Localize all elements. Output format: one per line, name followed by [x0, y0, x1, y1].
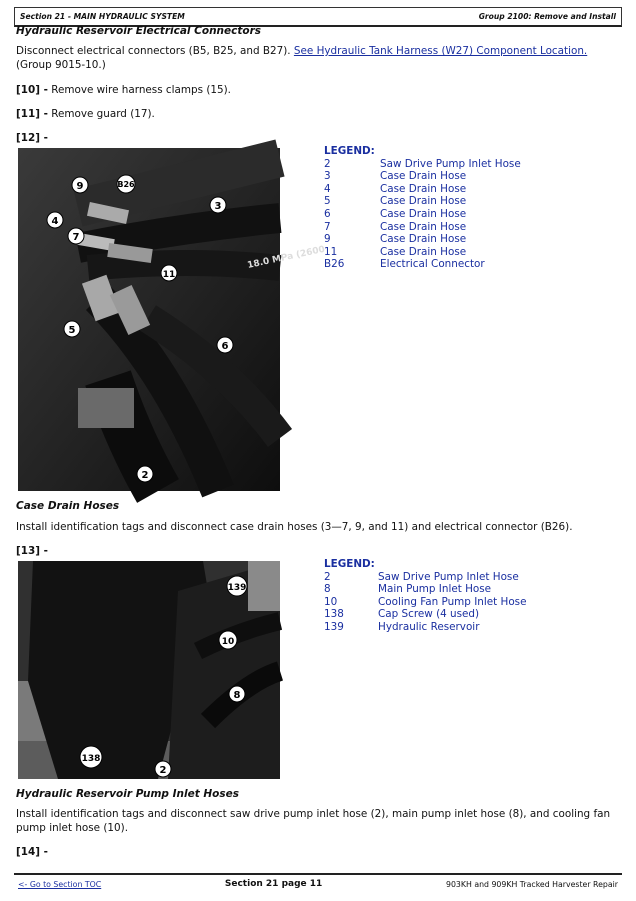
callout-139 [227, 576, 247, 596]
legend-item [324, 233, 521, 246]
step-10-text: Remove wire harness clamps (15). [47, 84, 231, 96]
legend-item-label: Saw Drive Pump Inlet Hose [378, 570, 519, 583]
callout-3 [210, 197, 226, 213]
legend-item-number: 10 [324, 595, 338, 608]
legend-item-number: B26 [324, 258, 345, 271]
harness-location-link[interactable]: See Hydraulic Tank Harness (W27) Component Location. [293, 45, 588, 57]
callout-b26 [117, 175, 135, 193]
header-section: Section 21 - MAIN HYDRAULIC SYSTEM [20, 12, 185, 21]
legend-item-number: 5 [324, 195, 331, 208]
legend-item-label: Cap Screw (4 used) [378, 608, 480, 621]
step-13 [16, 544, 614, 558]
legend-item-number: 2 [324, 570, 331, 583]
svg-text:10: 10 [221, 637, 235, 647]
legend-heading: LEGEND: [324, 145, 375, 157]
legend-item-label: Cooling Fan Pump Inlet Hose [378, 595, 527, 608]
section-title-pump-inlet: Hydraulic Reservoir Pump Inlet Hoses [16, 788, 239, 800]
legend-item [324, 208, 521, 221]
legend-item [324, 571, 526, 584]
legend-item-number: 8 [324, 583, 331, 596]
instruction-text-end: (Group 9015-10.) [16, 59, 106, 71]
section-title-electrical: Hydraulic Reservoir Electrical Connectors [16, 25, 262, 37]
svg-text:8: 8 [233, 690, 241, 701]
step-14 [16, 845, 614, 859]
svg-text:139: 139 [227, 583, 247, 593]
callout-6 [217, 337, 233, 353]
legend-item-label: Case Drain Hose [380, 207, 467, 220]
legend-item [324, 608, 526, 621]
step-10-number: [10] - [16, 84, 48, 96]
legend-heading-2: LEGEND: [324, 558, 375, 570]
legend-item [324, 596, 526, 609]
step-10 [16, 83, 614, 97]
legend-item [324, 195, 521, 208]
legend-item-label: Saw Drive Pump Inlet Hose [380, 157, 521, 170]
page-footer [14, 873, 622, 893]
legend-item-label: Case Drain Hose [380, 220, 467, 233]
callout-138 [80, 746, 102, 768]
legend-item-label: Hydraulic Reservoir [378, 620, 480, 633]
step-12-number: [12] - [16, 132, 48, 144]
legend-item-label: Case Drain Hose [380, 182, 467, 195]
callout-4 [47, 212, 63, 228]
legend-item-label: Case Drain Hose [380, 233, 467, 246]
section-toc-link[interactable]: <- Go to Section TOC [18, 879, 102, 889]
svg-text:B26: B26 [117, 180, 135, 189]
svg-text:3: 3 [214, 201, 222, 212]
legend-item-label: Main Pump Inlet Hose [378, 583, 492, 596]
svg-text:11: 11 [162, 270, 176, 280]
legend-item-label: Case Drain Hose [380, 195, 467, 208]
legend-item [324, 170, 521, 183]
step-13-number: [13] - [16, 545, 48, 557]
svg-text:2: 2 [141, 470, 149, 481]
svg-text:6: 6 [221, 341, 229, 352]
page-header [14, 7, 622, 27]
svg-text:5: 5 [68, 325, 76, 336]
svg-text:9: 9 [76, 181, 84, 192]
step-11-text: Remove guard (17). [47, 108, 155, 120]
legend-item-number: 6 [324, 207, 331, 220]
legend-case-drain [324, 145, 521, 271]
pump-inlet-hoses-photo [18, 561, 280, 779]
legend-item-number: 9 [324, 233, 331, 246]
step-11-number: [11] - [16, 108, 48, 120]
hose-print: 18.0 MPa (2600 [246, 244, 326, 271]
header-group: Group 2100: Remove and Install [478, 12, 616, 21]
svg-text:7: 7 [72, 232, 80, 243]
svg-text:138: 138 [81, 754, 101, 764]
section-title-case-drain: Case Drain Hoses [16, 500, 120, 512]
step-14-number: [14] - [16, 846, 48, 858]
legend-item-number: 7 [324, 220, 331, 233]
legend-item [324, 221, 521, 234]
electrical-instruction [16, 44, 614, 72]
callout-10 [219, 631, 237, 649]
legend-item-number: 139 [324, 620, 344, 633]
step-11 [16, 107, 614, 121]
svg-text:2: 2 [159, 765, 167, 776]
legend-item-number: 11 [324, 245, 338, 258]
pump-inlet-instruction: Install identification tags and disconnect saw drive pump inlet hose (2), main pump inlet hose (8), and cooling fan pump inlet hose (10). [16, 808, 611, 834]
legend-item-label: Case Drain Hose [380, 245, 467, 258]
callout-2 [137, 466, 153, 482]
instruction-text: Disconnect electrical connectors (B5, B25, and B27). [16, 45, 294, 57]
legend-item [324, 583, 526, 596]
callout-5 [64, 321, 80, 337]
legend-item-number: 2 [324, 157, 331, 170]
svg-text:4: 4 [51, 216, 59, 227]
callout-8 [229, 686, 245, 702]
legend-pump-inlet [324, 558, 526, 634]
legend-item [324, 258, 521, 271]
callout-11 [161, 265, 177, 281]
callout-9 [72, 177, 88, 193]
legend-item [324, 183, 521, 196]
case-drain-instruction: Install identification tags and disconnect case drain hoses (3—7, 9, and 11) and electrical connector (B26). [16, 521, 573, 533]
legend-item-number: 3 [324, 170, 331, 183]
legend-item-label: Case Drain Hose [380, 170, 467, 183]
callout-2b [155, 761, 171, 777]
legend-item [324, 246, 521, 259]
manual-title: 903KH and 909KH Tracked Harvester Repair [445, 879, 618, 889]
legend-item [324, 158, 521, 171]
step-12 [16, 131, 614, 145]
callout-7 [68, 228, 84, 244]
legend-item-number: 138 [324, 608, 344, 621]
page-number: Section 21 page 11 [224, 879, 323, 889]
case-drain-hoses-photo [18, 148, 326, 491]
legend-item [324, 621, 526, 634]
legend-item-label: Electrical Connector [380, 258, 485, 271]
legend-item-number: 4 [324, 182, 331, 195]
